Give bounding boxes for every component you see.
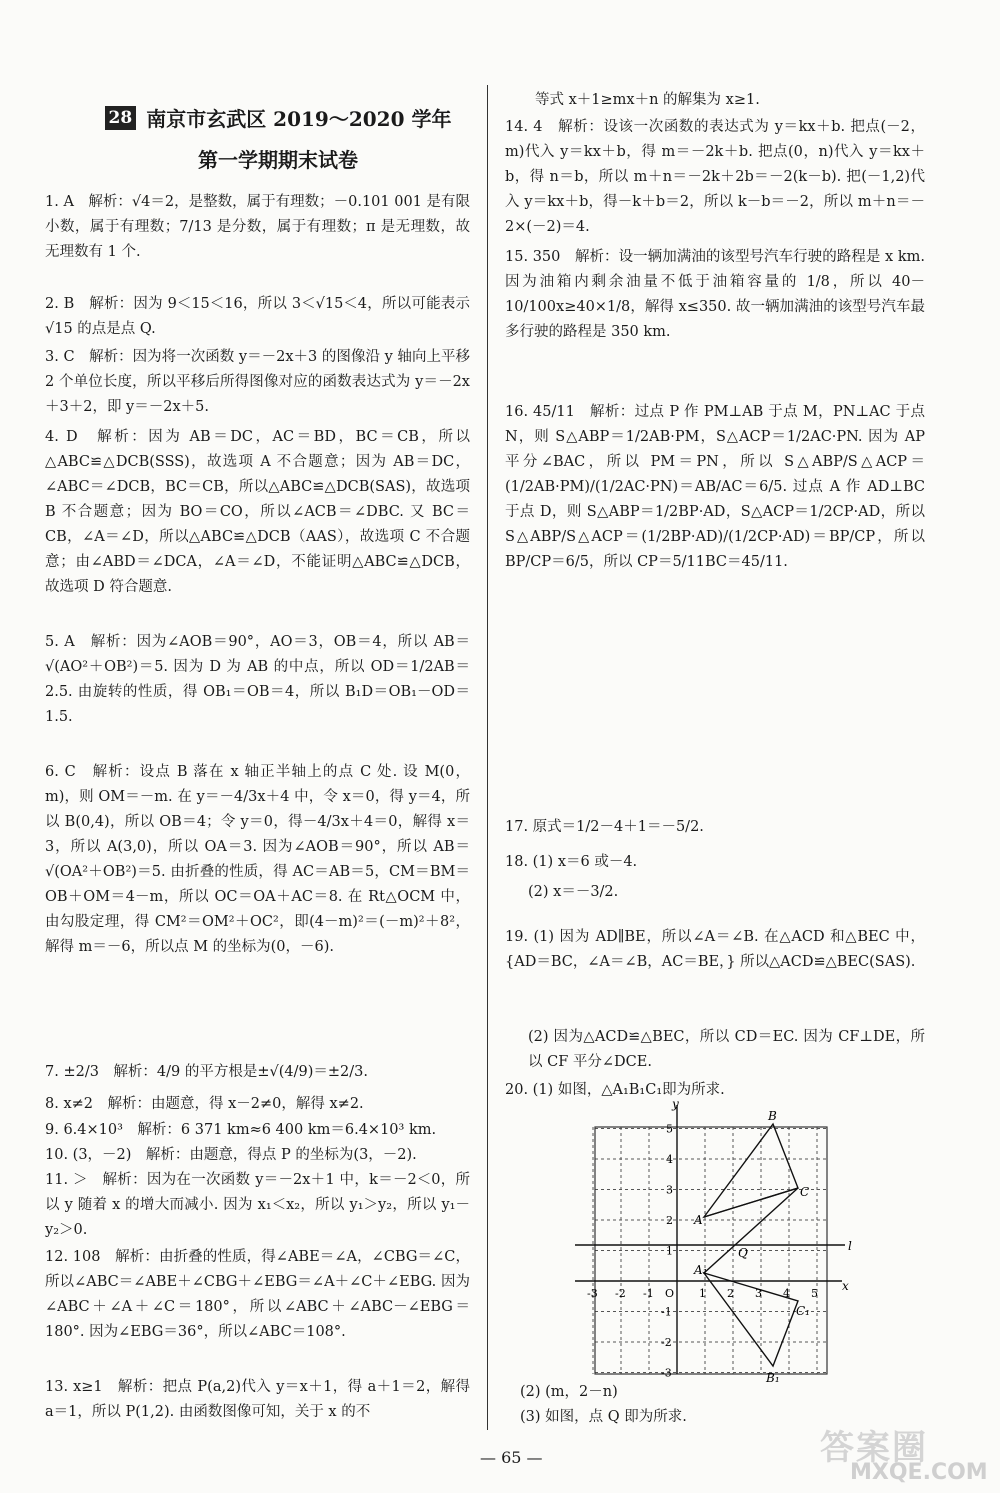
answer-item-10: 10. (3，－2) 解析：由题意，得点 P 的坐标为(3，－2). [45,1147,417,1163]
answer-item-13: 13. x≥1 解析：把点 P(a,2)代入 y＝x＋1，得 a＋1＝2，解得 a＝1，所以 P(1,2). 由函数图像可知，关于 x 的不 [45,1379,470,1420]
watermark-logo: 答案圈 [820,1428,928,1468]
label-C1: C₁ [796,1304,810,1318]
label-line-l: l [848,1239,852,1253]
answer-item-16: 16. 45/11 解析：过点 P 作 PM⊥AB 于点 M，PN⊥AC 于点 N，则 S△ABP＝1/2AB·PM，S△ACP＝1/2AC·PN. 因为 AP 平分∠BAC，所以 PM＝PN，所以 S△ABP/S△ACP＝(1/2AB·PM)/(1/2AC·PN)＝AB/AC＝6/5. 过点 A 作 AD⊥BC 于点 D，则 S△ABP＝1/2BP·AD，S△ACP＝1/2CP·AD，所以 S△ABP/S△ACP＝(1/2BP·AD)/(1/2CP·AD)＝BP/CP，所以 BP/CP＝6/5，所以 CP＝5/11BC＝45/11. [505,404,925,570]
answer-item-1: 1. A 解析：√4＝2，是整数，属于有理数；－0.101 001 是有限小数，属于有理数；7/13 是分数，属于有理数；π 是无理数，故无理数有 1 个. [45,194,471,260]
answer-item-6: 6. C 解析：设点 B 落在 x 轴正半轴上的点 C 处. 设 M(0，m)，则 OM＝－m. 在 y＝－4/3x＋4 中，令 x＝0，得 y＝4，所以 B(0,4)，所以 OB＝4；令 y＝0，得－4/3x＋4＝0，解得 x＝3，所以 A(3,0)，所以 OA＝3. 因为∠AOB＝90°，所以 AB＝√(OA²＋OB²)＝5. 由折叠的性质，得 AC＝AB＝5，CM＝BM＝OB＋OM＝4－m，所以 OC＝OA＋AC＝8. 在 Rt△OCM 中，由勾股定理，得 CM²＝OM²＋OC²，即(4－m)²＝(－m)²＋8²，解得 m＝－6，所以点 M 的坐标为(0，－6). [45,764,470,955]
label-A: A [694,1213,703,1227]
coordinate-figure [570,1100,860,1390]
y-tick-label: -1 [661,1305,672,1319]
label-B: B [768,1109,777,1123]
segment-AC [704,1188,798,1217]
x-tick-label: 5 [811,1287,818,1300]
page-subtitle: 第一学期期末试卷 [198,148,358,172]
answer-item-11: 11. ＞ 解析：因为在一次函数 y＝－2x＋1 中，k＝－2＜0，所以 y 随着 x 的增大而减小. 因为 x₁＜x₂，所以 y₁＞y₂，所以 y₁－y₂＞0. [45,1172,470,1238]
answer-item-8: 8. x≠2 解析：由题意，得 x－2≠0，解得 x≠2. [45,1096,364,1112]
segment-A1C [704,1188,798,1273]
label-A1: A₁ [694,1263,708,1277]
y-tick-label: 3 [666,1183,673,1197]
page-number: — 65 — [480,1448,543,1467]
y-tick-label: -2 [661,1336,672,1349]
answer-item-14: 14. 4 解析：设该一次函数的表达式为 y＝kx＋b. 把点(－2，m)代入 y＝kx＋b，得 m＝－2k＋b. 把点(0，n)代入 y＝kx＋b，得 n＝b，所以 m＋n＝－2k＋2b＝－2(k－b). 把(－1,2)代入 y＝kx＋b，得－k＋b＝2，所以 k－b＝－2，所以 m＋n＝－2×(－2)＝4. [505,119,925,235]
y-tick-label: 5 [666,1122,673,1136]
answer-item-2: 2. B 解析：因为 9＜15＜16，所以 3＜√15＜4，所以可能表示 √15 的点是点 Q. [45,296,470,337]
answer-item-20-3: (3) 如图，点 Q 即为所求. [520,1409,687,1425]
answer-item-18-2: (2) x＝－3/2. [528,884,619,900]
page-title: 南京市玄武区 2019～2020 学年 [146,107,452,131]
y-tick-label: -3 [661,1366,672,1380]
label-B1: B₁ [766,1371,780,1385]
answer-item-20-2: (2) (m，2－n) [520,1384,618,1400]
y-tick-label: 2 [666,1214,673,1227]
label-y-axis: y [672,1100,679,1111]
x-tick-label: -1 [643,1287,654,1300]
answer-item-15: 15. 350 解析：设一辆加满油的该型号汽车行驶的路程是 x km. 因为油箱内剩余油量不低于油箱容量的 1/8，所以 40－10/100x≥40×1/8，解得 x≤350. 故一辆加满油的该型号汽车最多行驶的路程是 350 km. [505,249,925,340]
watermark-url: MXQE.COM [850,1460,988,1485]
label-C: C [800,1185,810,1199]
label-x-axis: x [842,1279,849,1293]
answer-item-5: 5. A 解析：因为∠AOB＝90°，AO＝3，OB＝4，所以 AB＝√(AO²＋OB²)＝5. 因为 D 为 AB 的中点，所以 OD＝1/2AB＝2.5. 由旋转的性质，得 OB₁＝OB＝4，所以 B₁D＝OB₁－OD＝1.5. [45,634,470,725]
x-tick-label: 1 [699,1287,706,1300]
x-tick-label: -2 [615,1287,626,1300]
x-tick-label: 4 [783,1287,790,1300]
answer-item-17: 17. 原式＝1/2－4＋1＝－5/2. [505,819,704,835]
page-header [88,103,468,173]
x-tick-label: -3 [587,1287,598,1300]
y-tick-label: 1 [666,1244,673,1258]
answer-item-13-cont: 等式 x＋1≥mx＋n 的解集为 x≥1. [535,92,760,108]
answer-item-4: 4. D 解析：因为 AB＝DC，AC＝BD，BC＝CB，所以 △ABC≌△DCB(SSS)，故选项 A 不合题意；因为 AB＝DC，∠ABC＝∠DCB，BC＝CB，所以△ABC≌△DCB(SAS)，故选项 B 不合题意；因为 BO＝CO，所以∠ACB＝∠DBC. 又 BC＝CB，∠A＝∠D，所以△ABC≌△DCB（AAS），故选项 C 不合题意；由∠ABD＝∠DCA，∠A＝∠D，不能证明△ABC≌△DCB，故选项 D 符合题意. [45,429,470,595]
answer-item-20-1: 20. (1) 如图，△A₁B₁C₁即为所求. [505,1082,725,1098]
label-Q: Q [738,1246,748,1260]
x-tick-label: 3 [755,1287,762,1300]
answer-item-19-1: 19. (1) 因为 AD∥BE，所以∠A＝∠B. 在△ACD 和△BEC 中，{AD＝BC，∠A＝∠B，AC＝BE，} 所以△ACD≌△BEC(SAS). [505,929,925,970]
answer-item-3: 3. C 解析：因为将一次函数 y＝－2x＋3 的图像沿 y 轴向上平移 2 个单位长度，所以平移后所得图像对应的函数表达式为 y＝－2x＋3＋2，即 y＝－2x＋5. [45,349,470,415]
paper-number-badge: 28 [105,106,137,130]
y-tick-label: 4 [666,1153,673,1166]
answer-item-7: 7. ±2/3 解析：4/9 的平方根是±√(4/9)＝±2/3. [45,1064,369,1080]
column-divider [487,85,488,1430]
answer-item-9: 9. 6.4×10³ 解析：6 371 km≈6 400 km＝6.4×10³ km. [45,1122,437,1138]
x-tick-label: 2 [727,1287,734,1300]
answer-item-18-1: 18. (1) x＝6 或－4. [505,854,638,870]
answer-item-12: 12. 108 解析：由折叠的性质，得∠ABE＝∠A，∠CBG＝∠C，所以∠ABC＝∠ABE＋∠CBG＋∠EBG＝∠A＋∠C＋∠EBG. 因为∠ABC＋∠A＋∠C＝180°，所以∠ABC＋∠ABC－∠EBG＝180°. 因为∠EBG＝36°，所以∠ABC＝108°. [45,1249,470,1340]
answer-item-19-2: (2) 因为△ACD≌△BEC，所以 CD＝EC. 因为 CF⊥DE，所以 CF 平分∠DCE. [528,1029,925,1070]
x-tick-label: O [665,1287,675,1300]
